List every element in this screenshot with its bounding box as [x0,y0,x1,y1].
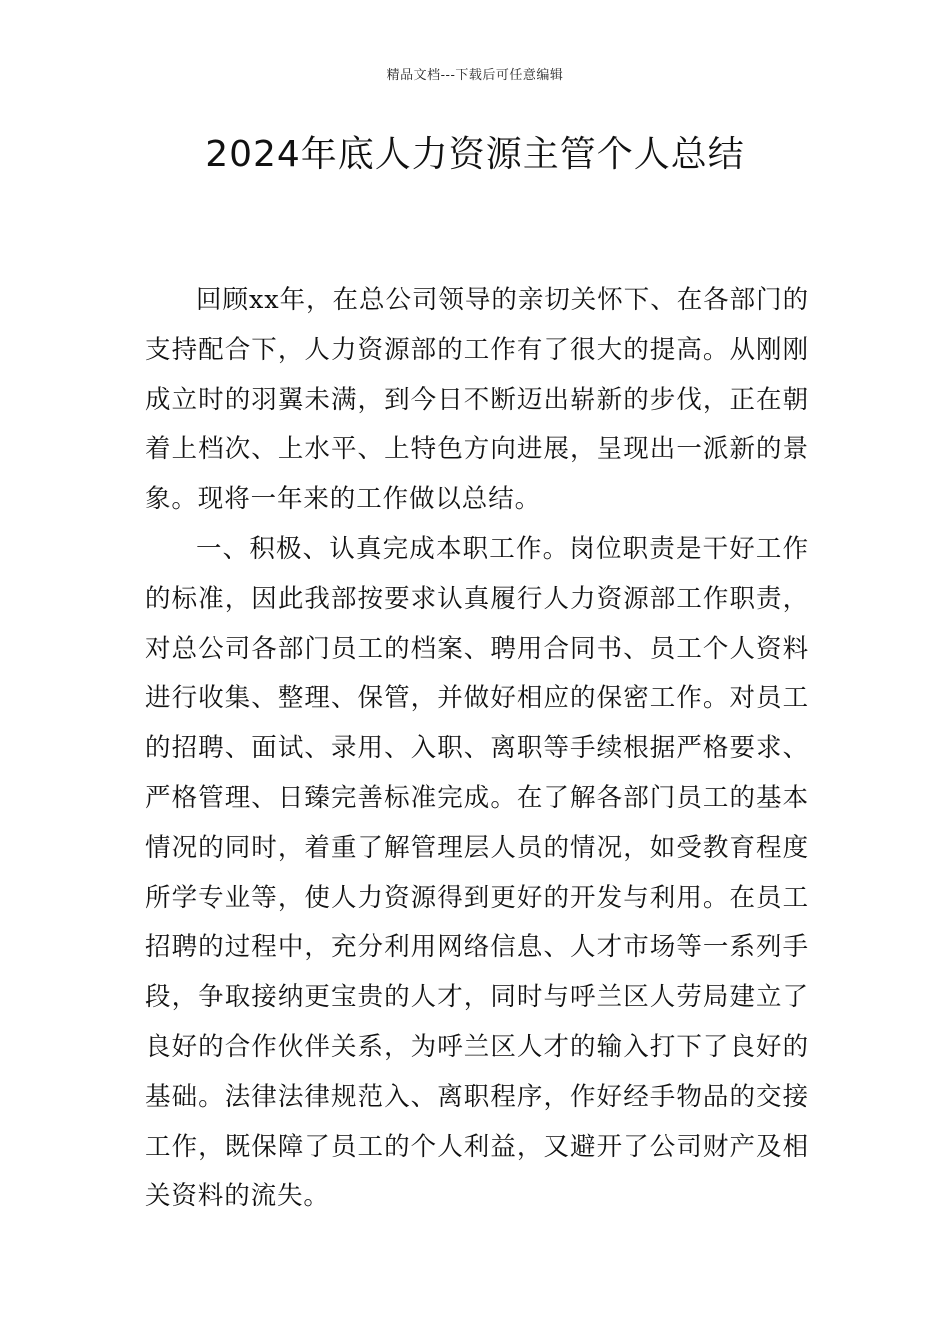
paragraph-intro: 回顾xx年，在总公司领导的亲切关怀下、在各部门的支持配合下，人力资源部的工作有了很大的提高。从刚刚成立时的羽翼未满，到今日不断迈出崭新的步伐，正在朝着上档次、上水平、上特色方向进展，呈现出一派新的景象。现将一年来的工作做以总结。 [145,285,809,515]
header-note: 精品文档---下载后可任意编辑 [386,68,564,83]
document-body [145,276,809,1222]
paragraph-section-one: 一、积极、认真完成本职工作。岗位职责是干好工作的标准，因此我部按要求认真履行人力资源部工作职责，对总公司各部门员工的档案、聘用合同书、员工个人资料进行收集、整理、保管，并做好相应的保密工作。对员工的招聘、面试、录用、入职、离职等手续根据严格要求、严格管理、日臻完善标准完成。在了解各部门员工的基本情况的同时，着重了解管理层人员的情况，如受教育程度所学专业等，使人力资源得到更好的开发与利用。在员工招聘的过程中，充分利用网络信息、人才市场等一系列手段，争取接纳更宝贵的人才，同时与呼兰区人劳局建立了良好的合作伙伴关系，为呼兰区人才的输入打下了良好的基础。法律法律规范入、离职程序，作好经手物品的交接工作，既保障了员工的个人利益，又避开了公司财产及相关资料的流失。 [145,533,809,1212]
document-title: 2024年底人力资源主管个人总结 [205,134,745,175]
